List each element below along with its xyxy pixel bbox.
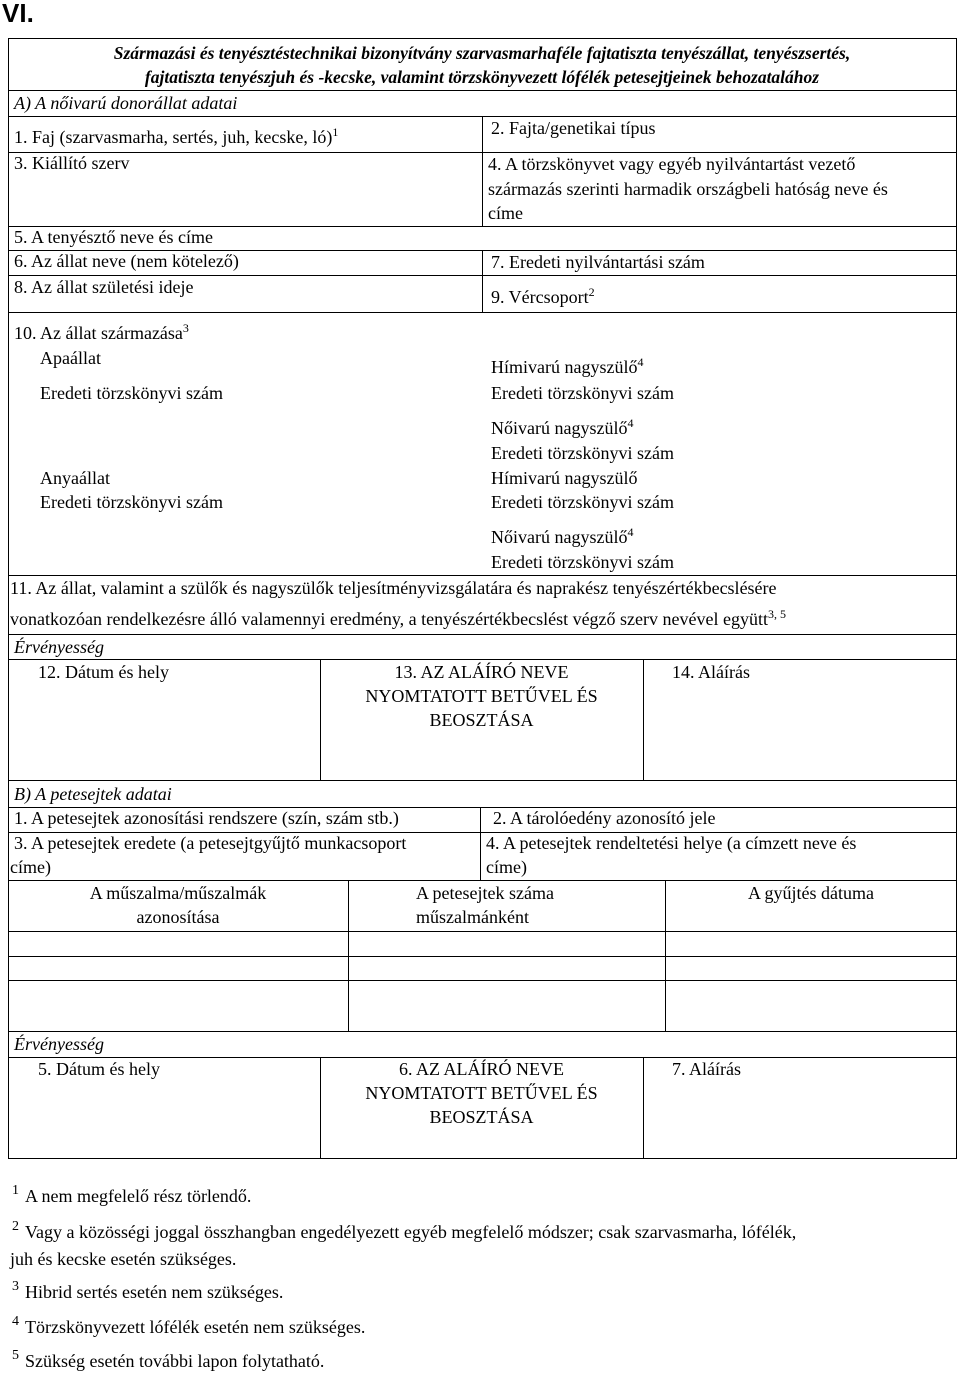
dam-label: Anyaállat	[40, 468, 110, 488]
field-6-animal-name: 6. Az állat neve (nem kötelező)	[14, 251, 239, 271]
col-straw-id-line1: A műszalma/műszalmák	[89, 883, 267, 903]
footnote-2: $^2$ Vagy a közösségi joggal összhangban engedélyezett egyéb megfelelő módszer; csak szarvasmarha, lófélék,	[12, 1219, 797, 1242]
field-13-line3: BEOSZTÁSA	[429, 710, 534, 730]
field-13-line2: NYOMTATOTT BETŰVEL ÉS	[365, 686, 598, 706]
field-13-line1: 13. AZ ALÁÍRÓ NEVE	[394, 662, 569, 682]
field-b3-line2: címe)	[10, 857, 51, 877]
maternal-grandsire: Hímivarú nagyszülő	[491, 468, 638, 488]
sire-label: Apaállat	[40, 348, 101, 368]
paternal-grandsire: Hímivarú nagyszülő$^4$	[491, 355, 644, 377]
footnote-3: $^3$ Hibrid sertés esetén nem szükséges.	[12, 1279, 284, 1302]
field-10-pedigree: 10. Az állat származása$^3$	[14, 321, 189, 343]
field-12-date-place: 12. Dátum és hely	[38, 662, 169, 682]
field-2-breed: 2. Fajta/genetikai típus	[491, 118, 656, 138]
field-1-species: 1. Faj (szarvasmarha, sertés, juh, kecske, ló)$^1$	[14, 125, 339, 147]
dam-reg-no: Eredeti törzskönyvi szám	[40, 492, 223, 512]
field-b3-line1: 3. A petesejtek eredete (a petesejtgyűjtő munkacsoport	[14, 833, 407, 853]
field-4-line3: címe	[488, 203, 523, 223]
section-b-heading: B) A petesejtek adatai	[14, 784, 172, 804]
field-b6-line1: 6. AZ ALÁÍRÓ NEVE	[399, 1059, 564, 1079]
section-a-heading: A) A nőivarú donorállat adatai	[14, 93, 238, 113]
field-9-blood-group: 9. Vércsoport$^2$	[491, 285, 595, 307]
validity-b-label: Érvényesség	[14, 1034, 104, 1054]
maternal-granddam: Nőivarú nagyszülő$^4$	[491, 525, 634, 547]
footnote-2-continued: juh és kecske esetén szükséges.	[10, 1249, 237, 1269]
page-number: VI.	[2, 0, 34, 28]
footnote-1: $^1$ A nem megfelelő rész törlendő.	[12, 1183, 252, 1206]
certificate-title-line1: Származási és tenyésztéstechnikai bizonyítvány szarvasmarhaféle fajtatiszta tenyészállat, tenyészsertés,	[113, 43, 851, 63]
validity-a-label: Érvényesség	[14, 637, 104, 657]
certificate-title-line2: fajtatiszta tenyészjuh és -kecske, valamint törzskönyvezett lófélék petesejtjeinek behozatalához	[144, 67, 820, 87]
field-b4-line1: 4. A petesejtek rendeltetési helye (a címzett neve és	[486, 833, 857, 853]
paternal-granddam: Nőivarú nagyszülő$^4$	[491, 416, 634, 438]
field-11-line1: 11. Az állat, valamint a szülők és nagyszülők teljesítményvizsgálatára és naprakész tenyészértékbecslésére	[10, 578, 777, 598]
field-11-line2: vonatkozóan rendelkezésre álló valamennyi eredmény, a tenyészértékbecslést végző szerv nevével együtt$^{3, 5}$	[10, 607, 786, 629]
col-collection-date: A gyűjtés dátuma	[748, 883, 874, 903]
field-8-birth-date: 8. Az állat születési ideje	[14, 277, 194, 297]
field-b6-line2: NYOMTATOTT BETŰVEL ÉS	[365, 1083, 598, 1103]
field-4-line2: származás szerinti harmadik országbeli hatóság neve és	[488, 179, 888, 199]
footnote-5: $^5$ Szükség esetén további lapon folytatható.	[12, 1348, 325, 1371]
col-oocyte-count-line1: A petesejtek száma	[416, 883, 554, 903]
maternal-grandsire-reg-no: Eredeti törzskönyvi szám	[491, 492, 674, 512]
field-b5-date-place: 5. Dátum és hely	[38, 1059, 160, 1079]
col-straw-id-line2: azonosítása	[136, 907, 220, 927]
field-14-signature: 14. Aláírás	[672, 662, 750, 682]
field-b4-line2: címe)	[486, 857, 527, 877]
maternal-granddam-reg-no: Eredeti törzskönyvi szám	[491, 552, 674, 572]
paternal-granddam-reg-no: Eredeti törzskönyvi szám	[491, 443, 674, 463]
field-5-breeder: 5. A tenyésztő neve és címe	[14, 227, 213, 247]
col-oocyte-count-line2: műszalmánként	[416, 907, 529, 927]
field-7-registration-number: 7. Eredeti nyilvántartási szám	[491, 252, 705, 272]
field-b1-identification: 1. A petesejtek azonosítási rendszere (szín, szám stb.)	[14, 808, 399, 828]
field-4-line1: 4. A törzskönyvet vagy egyéb nyilvántartást vezető	[488, 154, 856, 174]
paternal-grandsire-reg-no: Eredeti törzskönyvi szám	[491, 383, 674, 403]
field-3-issuer: 3. Kiállító szerv	[14, 153, 130, 173]
field-b7-signature: 7. Aláírás	[672, 1059, 741, 1079]
field-b2-container-id: 2. A tárolóedény azonosító jele	[493, 808, 716, 828]
sire-reg-no: Eredeti törzskönyvi szám	[40, 383, 223, 403]
footnote-4: $^4$ Törzskönyvezett lófélék esetén nem szükséges.	[12, 1314, 366, 1337]
field-b6-line3: BEOSZTÁSA	[429, 1107, 534, 1127]
